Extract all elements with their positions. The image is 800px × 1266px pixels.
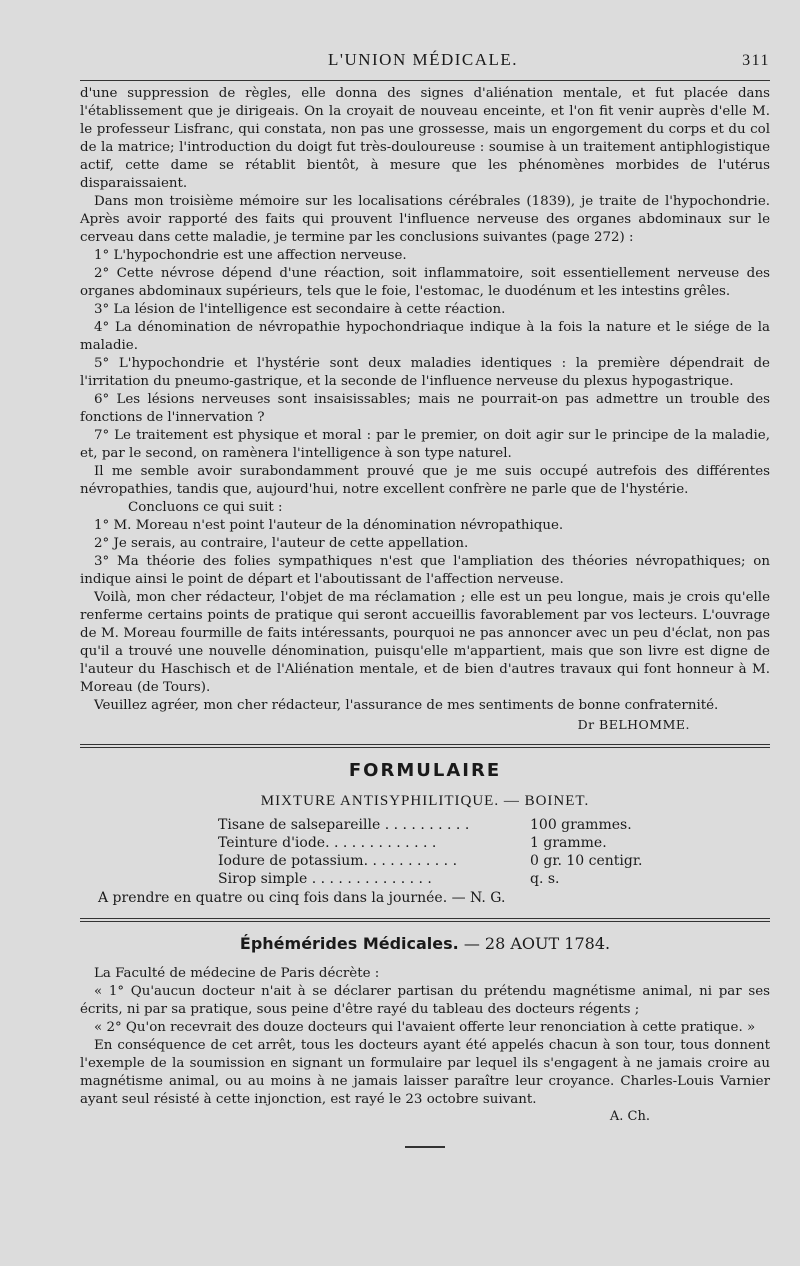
recipe-row [218,834,770,852]
ingredient-name: Teinture d'iode. . . . . . . . . . . . . [218,835,437,851]
header-rule [80,80,770,81]
ingredient-name: Sirop simple . . . . . . . . . . . . . . [218,871,432,887]
article-body [80,85,770,715]
conclusion-item: 6° Les lésions nerveuses sont insaisissables; mais ne pourrait-on pas admettre un trouble des fonctions de l'innervation ? [80,392,770,425]
paragraph: Veuillez agréer, mon cher rédacteur, l'assurance de mes sentiments de bonne confraternité. [94,698,719,713]
paragraph: La Faculté de médecine de Paris décrète : [94,966,380,981]
section-divider [80,918,770,922]
formulaire-subtitle: MIXTURE ANTISYPHILITIQUE. — BOINET. [260,793,590,809]
recipe-row [218,852,770,870]
paragraph: « 1° Qu'aucun docteur n'ait à se déclarer partisan du prétendu magnétisme animal, ni par ses écrits, ni par sa pratique, sous peine d'être rayé du tableau des docteurs régents ; [80,984,770,1017]
paragraph: En conséquence de cet arrêt, tous les docteurs ayant été appelés chacun à son tour, tous donnent l'exemple de la soumission en signant un formulaire par lequel ils s'engagent à ne jamais croire au magnétisme animal, ou au moins à ne jamais laisser paraître leur croyance. Charles-Louis Varnier ayant seul résisté à cette injonction, est rayé le 23 octobre suivant. [80,1038,770,1107]
conclusion-item: 3° La lésion de l'intelligence est secondaire à cette réaction. [94,302,506,317]
article-signature: Dr BELHOMME. [577,717,690,732]
conclusion-item: 1° L'hypochondrie est une affection nerveuse. [94,248,407,263]
ingredient-qty: q. s. [530,871,560,887]
ephemerides-date: — 28 AOUT 1784. [463,934,611,953]
page-number: 311 [742,52,770,69]
recipe-instructions: A prendre en quatre ou cinq fois dans la journée. — N. G. [98,890,506,906]
recipe-row [218,870,770,888]
conclusion-item: 1° M. Moreau n'est point l'auteur de la dénomination névropathique. [94,518,564,533]
journal-title: L'UNION MÉDICALE. [328,50,519,69]
conclusion-item: 4° La dénomination de névropathie hypochondriaque indique à la fois la nature et le siége de la maladie. [80,320,770,353]
ephemerides-signature: A. Ch. [609,1109,650,1124]
recipe-list [218,816,770,888]
conclusion-item: 7° Le traitement est physique et moral : par le premier, on doit agir sur le principe de la maladie, et, par le second, on ramènera l'intelligence à son type naturel. [80,428,770,461]
paragraph: « 2° Qu'on recevrait des douze docteurs qui l'avaient offerte leur renonciation à cette pratique. » [94,1020,756,1035]
ingredient-qty: 100 grammes. [530,817,632,833]
ingredient-qty: 1 gramme. [530,835,607,851]
ingredient-name: Iodure de potassium. . . . . . . . . . . [218,853,458,869]
conclusion-item: 5° L'hypochondrie et l'hystérie sont deux maladies identiques : la première dépendrait de l'irritation du pneumo-gastrique, et la seconde de l'influence nerveuse du plexus hypogastrique. [80,356,770,389]
ephemerides-title: Éphémérides Médicales. [239,934,459,953]
conclusion-item: 2° Cette névrose dépend d'une réaction, soit inflammatoire, soit essentiellement nerveuse des organes abdominaux supérieurs, tels que le foie, l'estomac, le duodénum et les intestins grêles. [80,266,770,299]
conclusion-item: 3° Ma théorie des folies sympathiques n'est que l'ampliation des théories névropathiques; on indique ainsi le point de départ et l'aboutissant de l'affection nerveuse. [80,554,770,587]
recipe-row [218,816,770,834]
ingredient-name: Tisane de salsepareille . . . . . . . . . . [218,817,470,833]
ephemerides-body [80,965,770,1109]
formulaire-title: FORMULAIRE [348,760,502,781]
paragraph: Voilà, mon cher rédacteur, l'objet de ma réclamation ; elle est un peu longue, mais je crois qu'elle renferme certains points de pratique qui seront accueillis favorablement par vos lecteurs. L'ouvrage de M. Moreau fourmille de faits intéressants, pourquoi ne pas annoncer avec un peu d'éclat, non pas qu'il a trouvé une nouvelle dénomination, puisqu'elle m'appartient, mais que son livre est digne de l'auteur du Haschisch et de l'Aliénation mentale, et de bien d'autres travaux qui font honneur à M. Moreau (de Tours). [80,590,770,695]
ephemerides-heading [80,934,770,953]
paragraph: Concluons ce qui suit : [128,500,283,515]
ingredient-qty: 0 gr. 10 centigr. [530,853,643,869]
paragraph: d'une suppression de règles, elle donna des signes d'aliénation mentale, et fut placée dans l'établissement que je dirigeais. On la croyait de nouveau enceinte, et l'on fit venir auprès d'elle M. le professeur Lisfranc, qui constata, non pas une grossesse, mais un engorgement du corps et du col de la matrice; l'introduction du doigt fut très-douloureuse : soumise à un traitement antiphlogistique actif, cette dame se rétablit bientôt, à mesure que les phénomènes morbides de l'utérus disparaissaient. [80,86,770,191]
footer-ornament [405,1146,445,1148]
paragraph: Il me semble avoir surabondamment prouvé que je me suis occupé autrefois des différentes névropathies, tandis que, aujourd'hui, notre excellent confrère ne parle que de l'hystérie. [80,464,770,497]
page-header [80,50,770,78]
conclusion-item: 2° Je serais, au contraire, l'auteur de cette appellation. [94,536,469,551]
paragraph: Dans mon troisième mémoire sur les localisations cérébrales (1839), je traite de l'hypochondrie. Après avoir rapporté des faits qui prouvent l'influence nerveuse des organes abdominaux sur le cerveau dans cette maladie, je termine par les conclusions suivantes (page 272) : [80,194,770,245]
section-divider [80,744,770,748]
